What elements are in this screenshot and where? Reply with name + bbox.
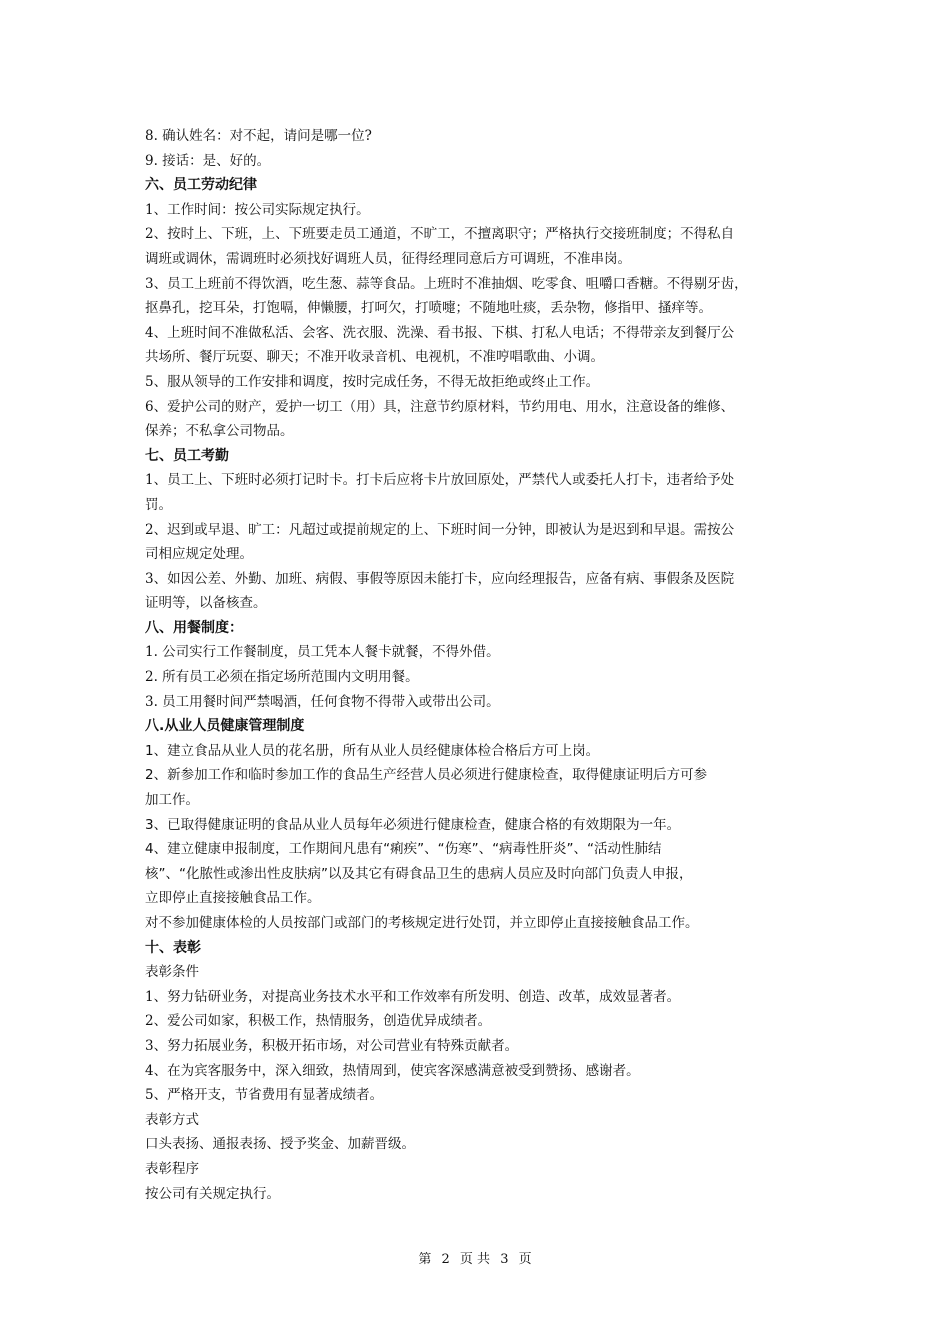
text-line: 罚。 — [145, 496, 172, 513]
text-line: 3、努力拓展业务，积极开拓市场，对公司营业有特殊贡献者。 — [145, 1037, 519, 1054]
text-line: 4、上班时间不准做私活、会客、洗衣服、洗澡、看书报、下棋、打私人电话；不得带亲友到餐厅公 — [145, 324, 735, 341]
text-line: 1、努力钻研业务，对提高业务技术水平和工作效率有所发明、创造、改革，成效显著者。 — [145, 988, 681, 1005]
text-line: 6、爱护公司的财产，爱护一切工（用）具，注意节约原材料，节约用电、用水，注意设备的维修、 — [145, 398, 735, 415]
text-line: 3. 员工用餐时间严禁喝酒，任何食物不得带入或带出公司。 — [145, 693, 500, 710]
text-line: 司相应规定处理。 — [145, 546, 253, 563]
text-line: 表彰方式 — [145, 1111, 199, 1128]
text-line: 保养；不私拿公司物品。 — [145, 423, 294, 440]
text-line: 抠鼻孔，挖耳朵，打饱嗝，伸懒腰，打呵欠，打喷嚏；不随地吐痰，丢杂物，修指甲、搔痒等。 — [145, 300, 712, 317]
footer-suffix: 页 — [518, 1252, 532, 1267]
document-body — [145, 124, 815, 1206]
text-line: 4、建立健康申报制度，工作期间凡患有“痢疾”、“伤寒”、“病毒性肝炎”、“活动性肺结 — [145, 841, 662, 858]
section-heading: 十、表彰 — [145, 939, 201, 956]
text-line: 5、服从领导的工作安排和调度，按时完成任务，不得无故拒绝或终止工作。 — [145, 373, 600, 390]
text-line: 4、在为宾客服务中，深入细致，热情周到，使宾客深感满意被受到赞扬、感谢者。 — [145, 1062, 640, 1079]
page-footer — [0, 1248, 950, 1267]
text-line: 口头表扬、通报表扬、授予奖金、加薪晋级。 — [145, 1136, 415, 1153]
text-line: 1. 公司实行工作餐制度，员工凭本人餐卡就餐，不得外借。 — [145, 644, 500, 661]
text-line: 2、迟到或早退、旷工：凡超过或提前规定的上、下班时间一分钟，即被认为是迟到和早退。需按公 — [145, 521, 735, 538]
text-line: 调班或调休，需调班时必须找好调班人员，征得经理同意后方可调班，不准串岗。 — [145, 250, 631, 267]
text-line: 按公司有关规定执行。 — [145, 1185, 280, 1202]
text-line: 1、建立食品从业人员的花名册，所有从业人员经健康体检合格后方可上岗。 — [145, 742, 600, 759]
text-line: 1、员工上、下班时必须打记时卡。打卡后应将卡片放回原处，严禁代人或委托人打卡，违者给予处 — [145, 472, 735, 489]
total-page-number: 3 — [500, 1252, 509, 1267]
text-line: 2、爱公司如家，积极工作，热情服务，创造优异成绩者。 — [145, 1013, 492, 1030]
text-line: 8. 确认姓名：对不起，请问是哪一位? — [145, 128, 372, 144]
footer-middle: 页 共 — [459, 1252, 491, 1267]
current-page-number: 2 — [441, 1252, 450, 1267]
text-line: 3、员工上班前不得饮酒，吃生葱、蒜等食品。上班时不准抽烟、吃零食、咀嚼口香糖。不得剔牙齿， — [145, 275, 748, 292]
text-line: 证明等，以备核查。 — [145, 595, 267, 612]
section-heading: 六、员工劳动纪律 — [145, 177, 257, 194]
text-line: 立即停止直接接触食品工作。 — [145, 890, 321, 907]
section-heading: 八、用餐制度： — [145, 619, 243, 636]
text-line: 5、严格开支，节省费用有显著成绩者。 — [145, 1087, 384, 1104]
text-line: 表彰程序 — [145, 1160, 199, 1177]
text-line: 加工作。 — [145, 792, 199, 809]
text-line: 共场所、餐厅玩耍、聊天；不准开收录音机、电视机，不准哼唱歌曲、小调。 — [145, 349, 604, 366]
text-line: 9. 接话：是、好的。 — [145, 152, 271, 169]
text-line: 核”、“化脓性或渗出性皮肤病”以及其它有碍食品卫生的患病人员应及时向部门负责人申报， — [145, 865, 693, 882]
text-line: 对不参加健康体检的人员按部门或部门的考核规定进行处罚，并立即停止直接接触食品工作。 — [145, 915, 699, 931]
text-line: 3、已取得健康证明的食品从业人员每年必须进行健康检查，健康合格的有效期限为一年。 — [145, 816, 681, 833]
text-line: 2、新参加工作和临时参加工作的食品生产经营人员必须进行健康检查，取得健康证明后方可参 — [145, 767, 708, 784]
text-line: 3、如因公差、外勤、加班、病假、事假等原因未能打卡，应向经理报告，应备有病、事假条及医院 — [145, 570, 735, 587]
text-line: 2、按时上、下班，上、下班要走员工通道，不旷工，不擅离职守；严格执行交接班制度；不得私自 — [145, 226, 735, 243]
text-line: 表彰条件 — [145, 964, 199, 981]
text-line: 2. 所有员工必须在指定场所范围内文明用餐。 — [145, 669, 419, 686]
section-heading: 八.从业人员健康管理制度 — [145, 718, 305, 735]
text-line: 1、工作时间：按公司实际规定执行。 — [145, 201, 370, 218]
section-heading: 七、员工考勤 — [145, 447, 229, 464]
footer-prefix: 第 — [418, 1252, 432, 1267]
